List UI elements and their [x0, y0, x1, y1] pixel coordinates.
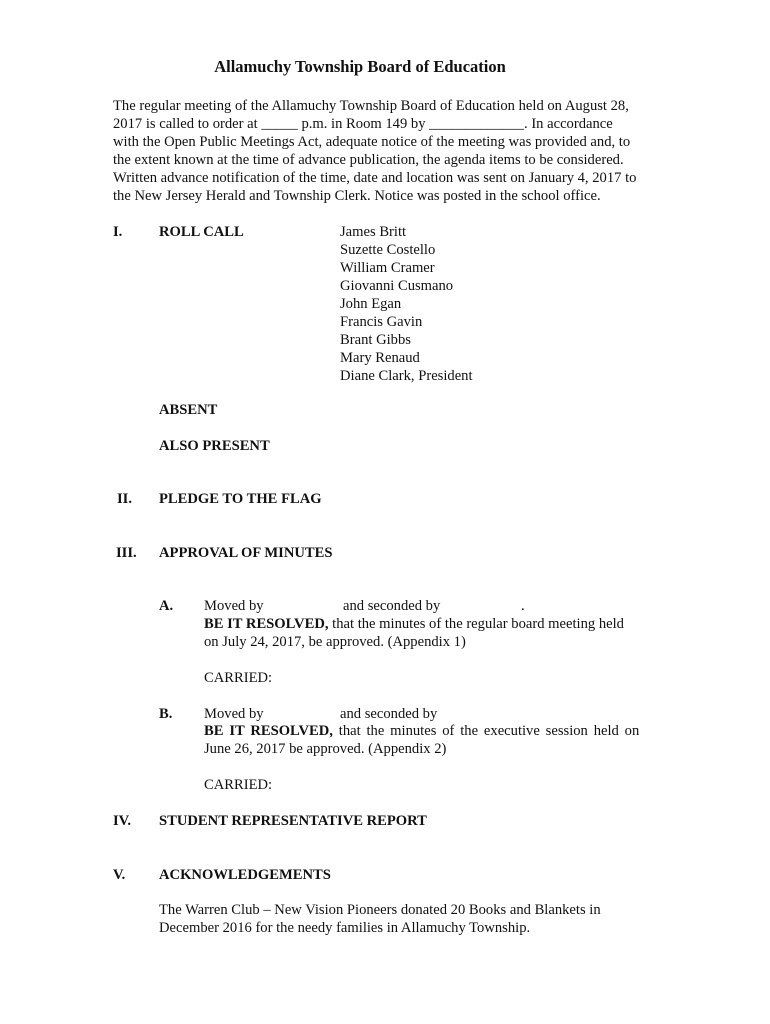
- roll-call-member: Francis Gavin: [340, 314, 423, 330]
- resolution-line: [204, 722, 639, 740]
- intro-paragraph: [113, 97, 673, 205]
- acknowledgement-line: The Warren Club – New Vision Pioneers donated 20 Books and Blankets in: [159, 902, 601, 918]
- acknowledgement-line: December 2016 for the needy families in Allamuchy Township.: [159, 920, 531, 936]
- resolved-label: BE IT RESOLVED,: [204, 616, 329, 632]
- roll-call-member: Mary Renaud: [340, 350, 420, 366]
- moved-by-text: Moved by: [204, 706, 264, 722]
- roll-call-member: Giovanni Cusmano: [340, 278, 454, 294]
- resolution-text: that the minutes of the executive session held on: [332, 723, 640, 739]
- resolution-line-2: June 26, 2017 be approved. (Appendix 2): [204, 741, 447, 757]
- resolution-line: [204, 615, 624, 633]
- section-number: I.: [113, 224, 123, 240]
- also-present-label: ALSO PRESENT: [159, 438, 270, 454]
- absent-label: ABSENT: [159, 402, 218, 418]
- carried-label: CARRIED:: [204, 670, 273, 686]
- roll-call-member: Brant Gibbs: [340, 332, 411, 348]
- moved-by-text: Moved by: [204, 598, 264, 614]
- roll-call-member: William Cramer: [340, 260, 435, 276]
- carried-label: CARRIED:: [204, 777, 273, 793]
- section-heading-minutes: APPROVAL OF MINUTES: [159, 545, 333, 561]
- section-heading-roll-call: ROLL CALL: [159, 224, 244, 240]
- intro-line: Written advance notification of the time, date and location was sent on January 4, 2017 to: [113, 170, 637, 186]
- section-number: III.: [116, 545, 137, 561]
- roll-call-member: James Britt: [340, 224, 407, 240]
- seconded-by-text: and seconded by: [340, 706, 438, 722]
- section-number: II.: [117, 491, 133, 507]
- roll-call-list: [340, 223, 473, 385]
- document-title: Allamuchy Township Board of Education: [214, 57, 506, 76]
- resolution-line-2: on July 24, 2017, be approved. (Appendix 1): [204, 634, 466, 650]
- intro-line: 2017 is called to order at _____ p.m. in Room 149 by _____________. In accordance: [113, 116, 613, 132]
- seconded-by-text: and seconded by: [343, 598, 441, 614]
- resolution-text: that the minutes of the regular board meeting held: [328, 616, 624, 632]
- sentence-period: .: [521, 598, 525, 614]
- intro-line: with the Open Public Meetings Act, adequate notice of the meeting was provided and, to: [113, 134, 631, 150]
- intro-line: The regular meeting of the Allamuchy Township Board of Education held on August 28,: [113, 98, 629, 114]
- section-heading-student-report: STUDENT REPRESENTATIVE REPORT: [159, 813, 427, 829]
- roll-call-member: Diane Clark, President: [340, 368, 473, 384]
- intro-line: the New Jersey Herald and Township Clerk. Notice was posted in the school office.: [113, 188, 601, 204]
- resolved-label: BE IT RESOLVED,: [204, 723, 333, 739]
- section-heading-pledge: PLEDGE TO THE FLAG: [159, 491, 322, 507]
- section-number: V.: [113, 867, 126, 883]
- intro-line: the extent known at the time of advance publication, the agenda items to be considered.: [113, 152, 624, 168]
- roll-call-member: John Egan: [340, 296, 402, 312]
- item-letter: A.: [159, 598, 174, 614]
- section-number: IV.: [113, 813, 131, 829]
- roll-call-member: Suzette Costello: [340, 242, 436, 258]
- item-letter: B.: [159, 706, 173, 722]
- section-heading-acknowledgements: ACKNOWLEDGEMENTS: [159, 867, 331, 883]
